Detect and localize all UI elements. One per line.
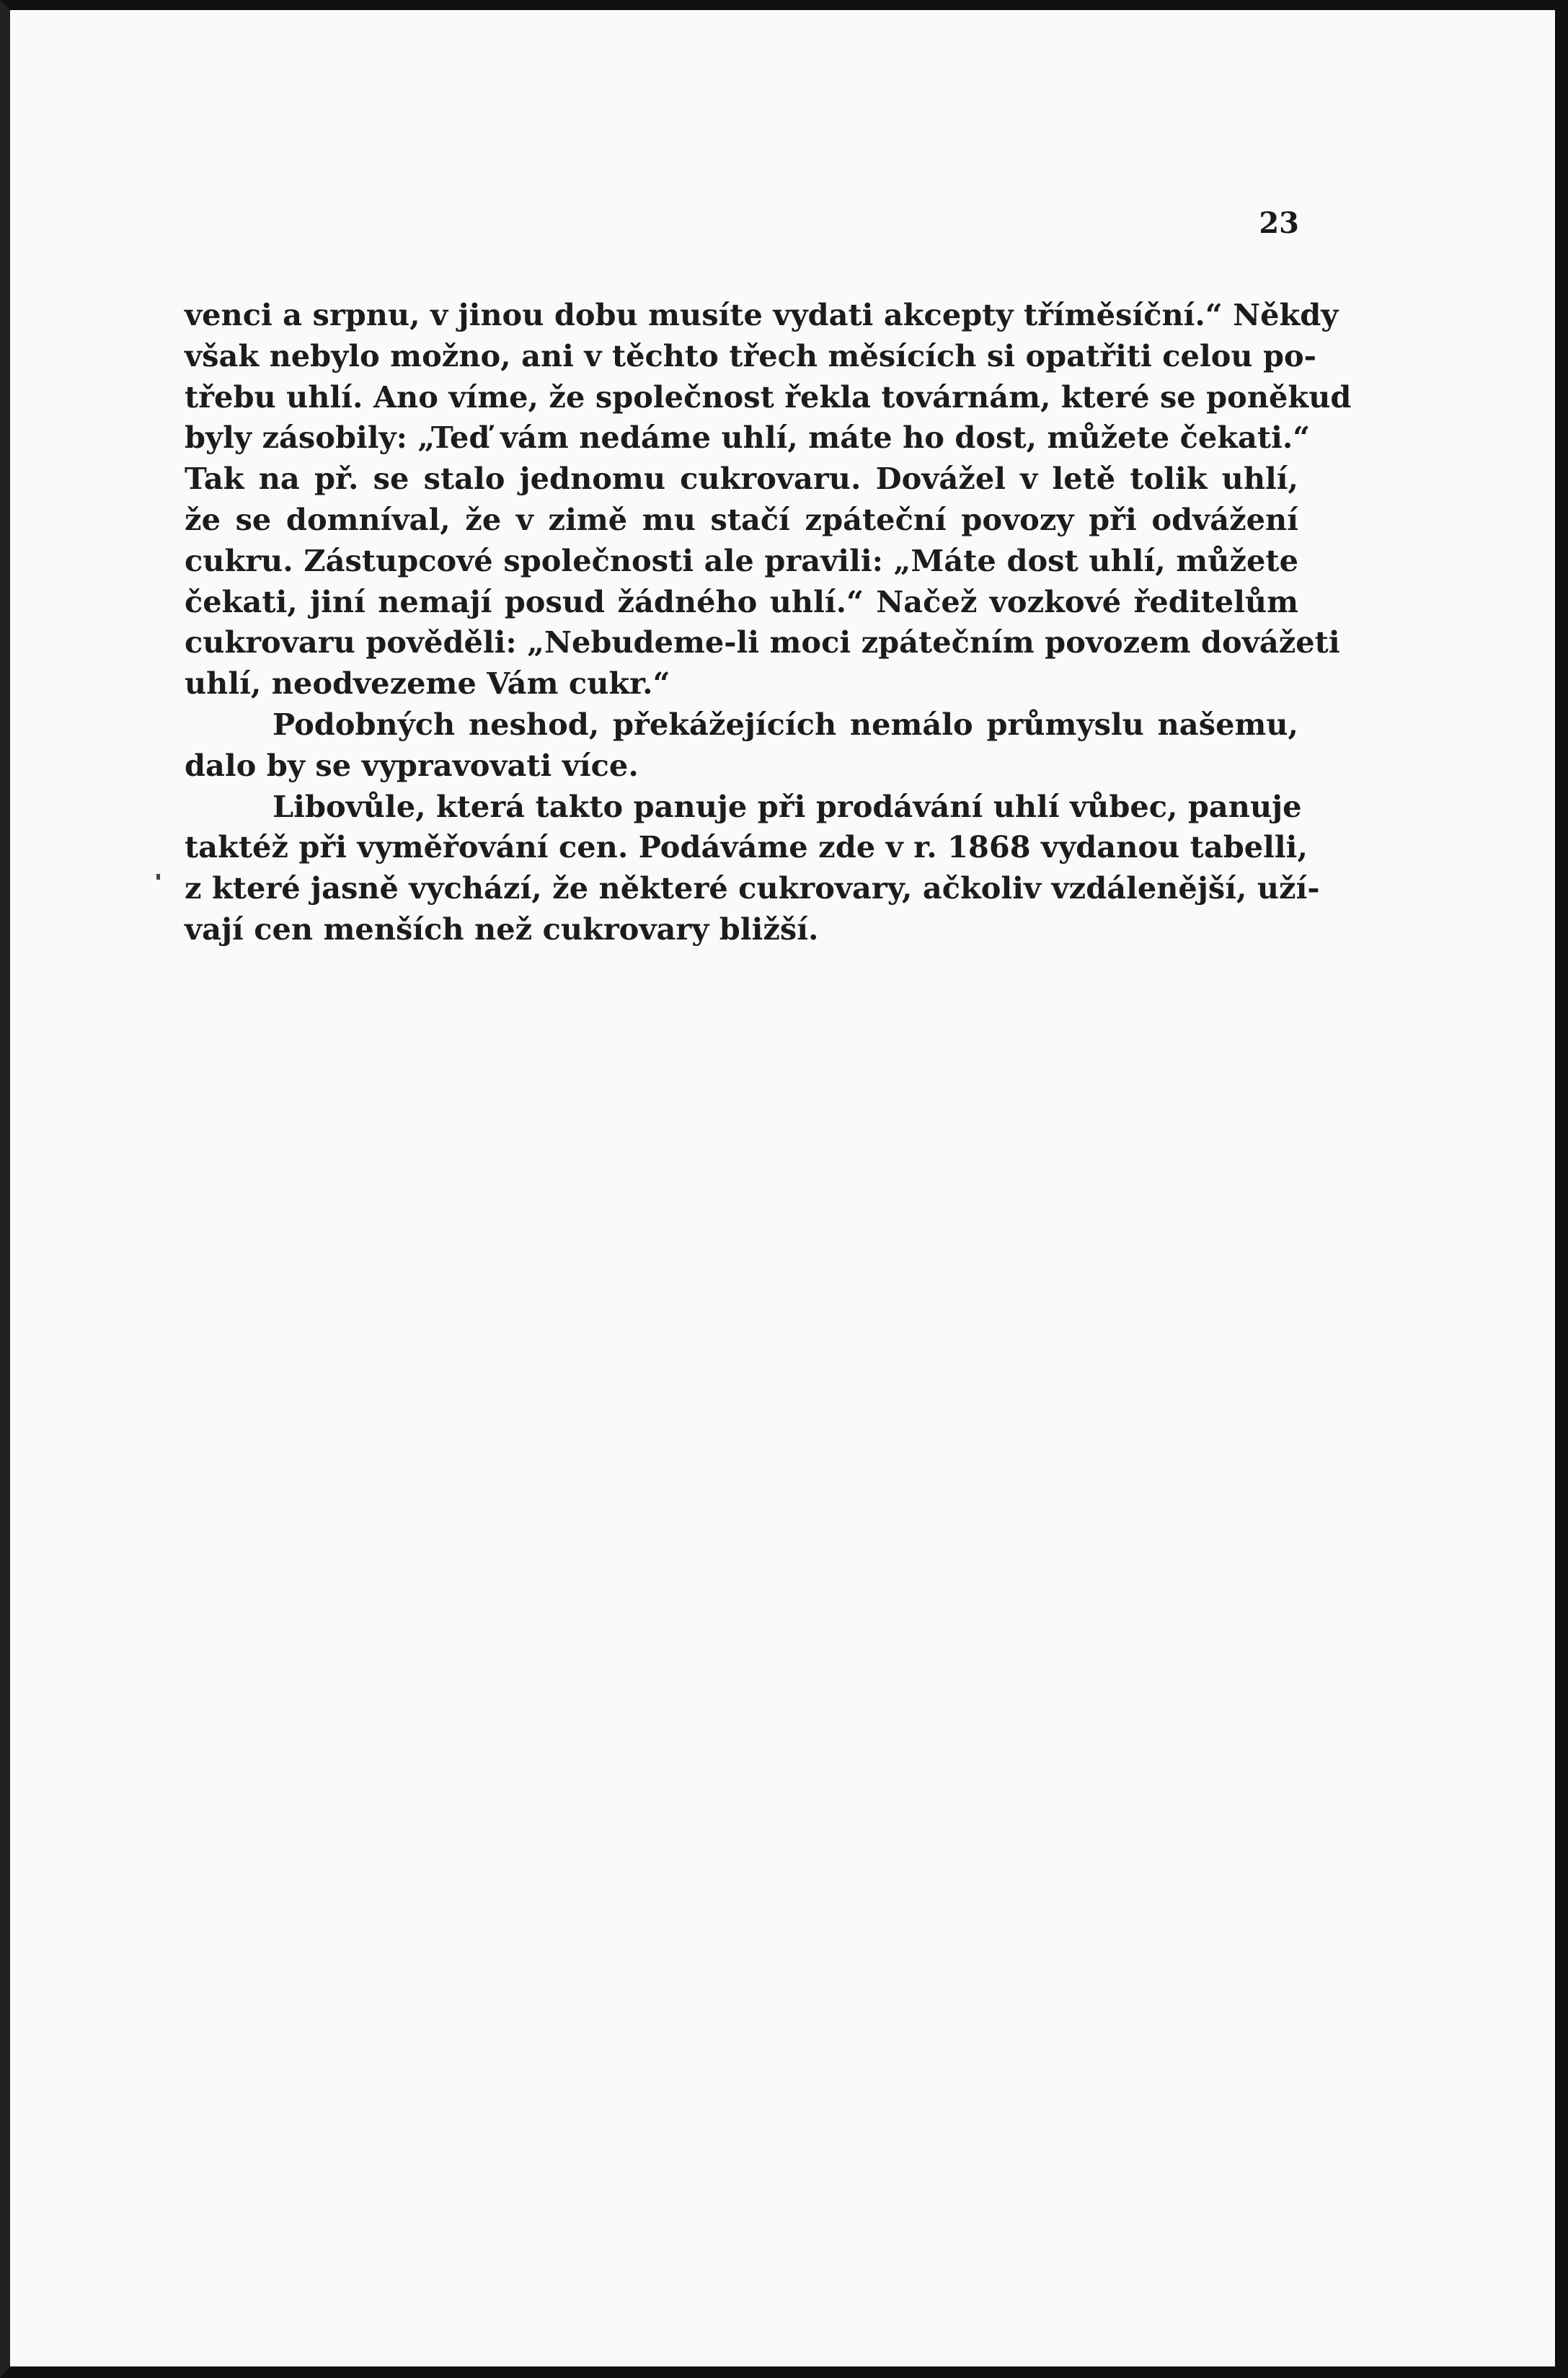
text-line: vají cen menších než cukrovary bližší.	[185, 911, 819, 947]
text-line: Libovůle, která takto panuje při prodávání uhlí vůbec, panuje	[273, 788, 1302, 824]
text-line: cukrovaru pověděli: „Nebudeme-li moci zpátečním povozem dovážeti	[185, 624, 1340, 660]
body-text	[185, 295, 1352, 950]
text-line: však nebylo možno, ani v těchto třech měsících si opatřiti celou po-	[185, 337, 1316, 374]
text-line: uhlí, neodvezeme Vám cukr.“	[185, 666, 670, 702]
text-line: Podobných neshod, překážejících nemálo průmyslu našemu,	[273, 706, 1298, 742]
text-line: taktéž při vyměřování cen. Podáváme zde v r. 1868 vydanou tabelli,	[185, 829, 1308, 865]
text-line: byly zásobily: „Teď vám nedáme uhlí, máte ho dost, můžete čekati.“	[185, 420, 1311, 456]
text-line: venci a srpnu, v jinou dobu musíte vydati akcepty tříměsíční.“ Někdy	[185, 297, 1339, 332]
text-line: Tak na př. se stalo jednomu cukrovaru. Dovážel v letě tolik uhlí,	[185, 461, 1298, 497]
text-line: z které jasně vychází, že některé cukrovary, ačkoliv vzdálenější, uží-	[185, 870, 1320, 906]
page-number: 23	[1259, 206, 1299, 240]
text-line: třebu uhlí. Ano víme, že společnost řekla továrnám, které se poněkud	[185, 379, 1352, 415]
text-line: že se domníval, že v zimě mu stačí zpáteční povozy při odvážení	[185, 501, 1298, 537]
scan-speck	[156, 874, 160, 880]
text-line: čekati, jiní nemají posud žádného uhlí.“ Načež vozkové ředitelům	[185, 583, 1298, 619]
text-line: cukru. Zástupcové společnosti ale pravili: „Máte dost uhlí, můžete	[185, 542, 1298, 578]
text-line: dalo by se vypravovati více.	[185, 747, 639, 783]
